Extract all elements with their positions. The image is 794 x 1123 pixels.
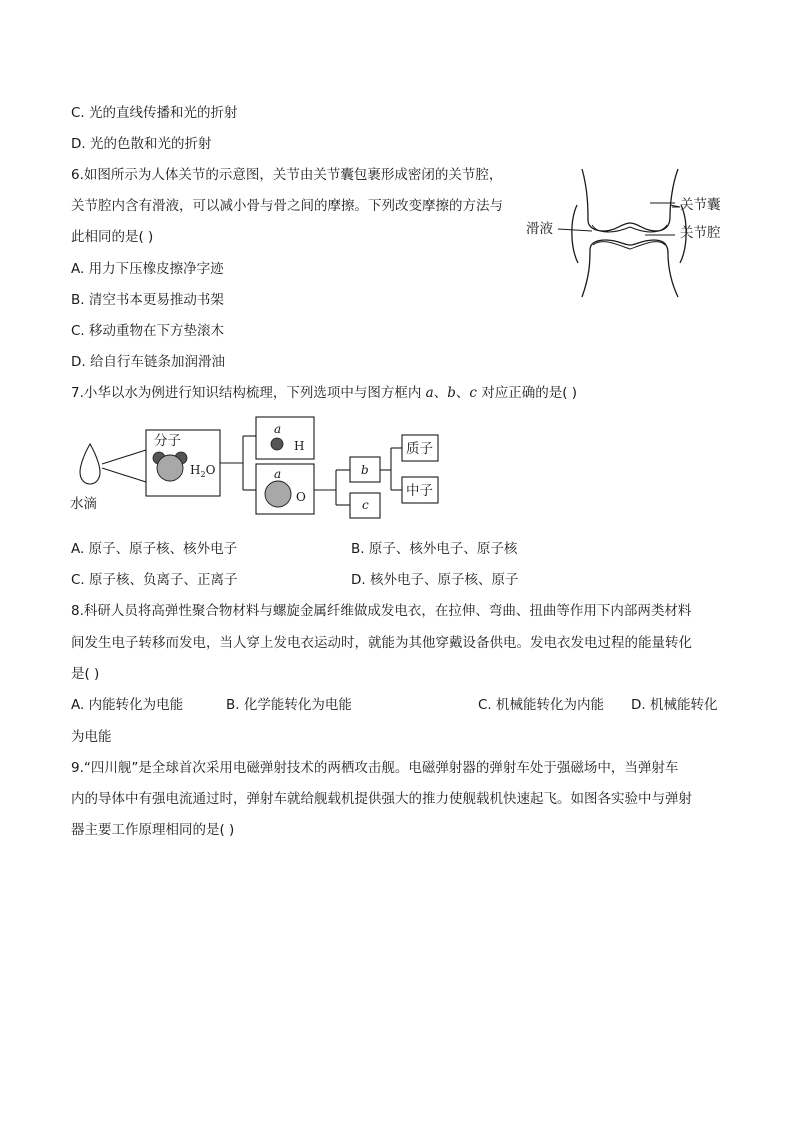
label-atom-h: H <box>294 439 305 453</box>
q8-option-c: C. 机械能转化为内能 <box>478 697 605 713</box>
label-proton: 质子 <box>406 441 433 457</box>
joint-diagram <box>526 165 730 300</box>
q7-sep1: 、 <box>433 385 448 401</box>
upper-bone-outline <box>582 169 678 231</box>
label-synovial-fluid: 滑液 <box>526 221 553 237</box>
q7-option-b: B. 原子、核外电子、原子核 <box>351 541 518 557</box>
oxygen-atom-large-icon <box>265 481 291 507</box>
q8-stem-line2: 间发生电子转移而发电，当人穿上发电衣运动时，就能为其他穿戴设备供电。发电衣发电过程的能量转化 <box>71 635 692 651</box>
q7-option-c: C. 原子核、负离子、正离子 <box>71 572 238 588</box>
label-joint-capsule: 关节囊 <box>680 197 721 213</box>
hydrogen-atom-icon <box>271 438 283 450</box>
q7-var-b: b <box>447 385 456 401</box>
label-atom-o: O <box>296 490 306 504</box>
q9-stem-line3: 器主要工作原理相同的是( ) <box>71 822 235 838</box>
q6-option-d: D. 给自行车链条加润滑油 <box>71 354 225 370</box>
q6-option-a: A. 用力下压橡皮擦净字迹 <box>71 261 224 277</box>
q5-option-c: C. 光的直线传播和光的折射 <box>71 105 238 121</box>
label-joint-cavity: 关节腔 <box>680 225 721 241</box>
q8-option-d: D. 机械能转化 <box>631 697 718 713</box>
box-a-hydrogen <box>256 417 314 459</box>
label-box-c: c <box>362 498 369 512</box>
q7-stem-suffix: 对应正确的是( ) <box>476 385 578 401</box>
water-structure-diagram <box>68 412 448 524</box>
label-box-a-top: a <box>274 422 282 436</box>
q6-stem-line2: 关节腔内含有滑液，可以减小骨与骨之间的摩擦。下列改变摩擦的方法与 <box>71 198 503 214</box>
water-droplet-icon <box>80 444 100 484</box>
q6-option-c: C. 移动重物在下方垫滚木 <box>71 323 225 339</box>
q8-option-b: B. 化学能转化为电能 <box>226 697 352 713</box>
label-box-b: b <box>361 463 369 477</box>
label-neutron: 中子 <box>406 483 433 499</box>
q6-option-b: B. 清空书本更易推动书架 <box>71 292 224 308</box>
q7-stem-prefix: 7.小华以水为例进行知识结构梳理，下列选项中与图方框内 <box>71 385 426 401</box>
label-molecule: 分子 <box>154 433 181 449</box>
q7-sep2: 、 <box>455 385 470 401</box>
label-h2o: $H_2O$ <box>190 463 216 479</box>
q7-option-d: D. 核外电子、原子核、原子 <box>351 572 519 588</box>
q8-option-d-continued: 为电能 <box>71 729 112 745</box>
q8-option-a: A. 内能转化为电能 <box>71 697 184 713</box>
q8-stem-line1: 8.科研人员将高弹性聚合物材料与螺旋金属纤维做成发电衣，在拉伸、弯曲、扭曲等作用下内部两类材料 <box>71 603 692 619</box>
label-box-a-bottom: a <box>274 467 282 481</box>
q6-stem-line3: 此相同的是( ) <box>71 229 154 245</box>
q9-stem-line1: 9.“四川舰”是全球首次采用电磁弹射技术的两栖攻击舰。电磁弹射器的弹射车处于强磁场中，当弹射车 <box>71 760 679 776</box>
q5-option-d: D. 光的色散和光的折射 <box>71 136 212 152</box>
q7-var-a: a <box>425 385 434 401</box>
q7-stem <box>71 383 577 403</box>
q6-stem-line1: 6.如图所示为人体关节的示意图，关节由关节囊包裹形成密闭的关节腔， <box>71 167 503 183</box>
q7-option-a: A. 原子、原子核、核外电子 <box>71 541 238 557</box>
joint-capsule <box>572 205 578 263</box>
q9-stem-line2: 内的导体中有强电流通过时，弹射车就给舰载机提供强大的推力使舰载机快速起飞。如图各实验中与弹射 <box>71 791 692 807</box>
q8-stem-line3: 是( ) <box>71 666 100 682</box>
q7-var-c: c <box>469 385 477 401</box>
label-droplet: 水滴 <box>70 496 97 512</box>
oxygen-atom-icon <box>157 455 183 481</box>
